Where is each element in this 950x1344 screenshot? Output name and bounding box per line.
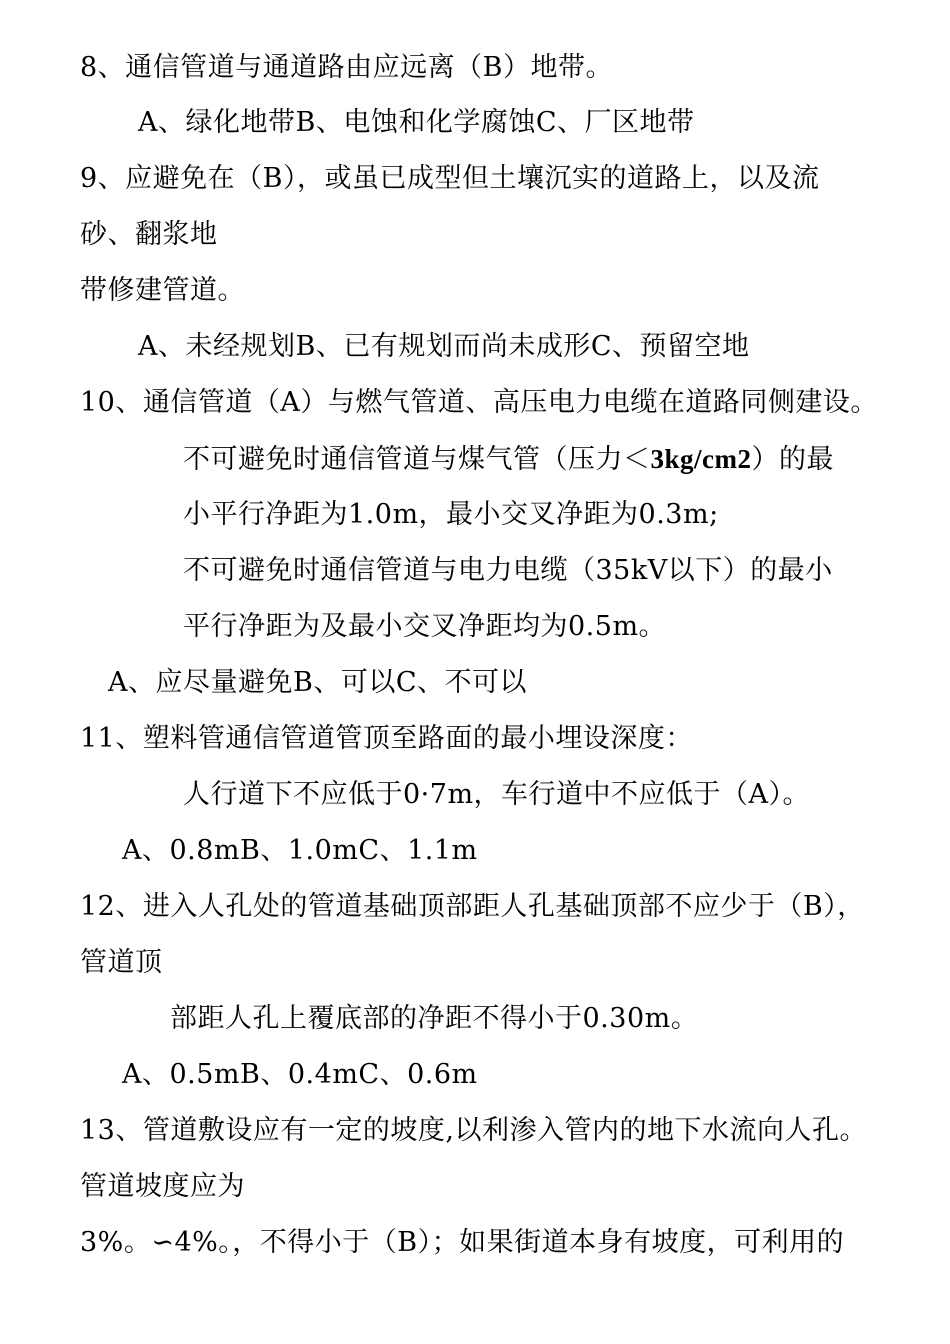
question-12-text-line2: 管道顶 [80,947,163,978]
question-9-text-line3: 带修建管道。 [80,275,245,306]
question-8-text: 8、通信管道与通道路由应远离（B）地带。 [80,52,614,83]
pressure-value: 3kg/cm2 [650,444,752,474]
question-11-options: A、0.8mB、1.0mC、1.1m [122,835,478,866]
question-9-text-line1: 9、应避免在（B），或虽已成型但土壤沉实的道路上，以及流 [80,163,820,194]
question-11-detail: 人行道下不应低于0·7m，车行道中不应低于（A）。 [183,779,811,810]
question-10-options: A、应尽量避免B、可以C、不可以 [108,667,527,698]
question-10-note-line2: 小平行净距为1.0m，最小交叉净距为0.3m; [183,499,719,530]
question-8-options: A、绿化地带B、电蚀和化学腐蚀C、厂区地带 [138,107,695,138]
question-10-text: 10、通信管道（A）与燃气管道、高压电力电缆在道路同侧建设。 [80,387,878,418]
question-10-note-line4: 平行净距为及最小交叉净距均为0.5m。 [183,611,667,642]
question-11-text: 11、塑料管通信管道管顶至路面的最小埋设深度： [80,723,693,754]
question-10-note-line3: 不可避免时通信管道与电力电缆（35kV以下）的最小 [183,555,833,586]
question-12-options: A、0.5mB、0.4mC、0.6m [122,1059,478,1090]
note-text-post: ）的最 [751,444,834,475]
question-12-text-line3: 部距人孔上覆底部的净距不得小于0.30m。 [170,1003,699,1034]
question-13-text-line1: 13、管道敷设应有一定的坡度,以利渗入管内的地下水流向人孔。 [80,1115,867,1146]
question-13-text-line3: 3%。∽4%。，不得小于（B）；如果街道本身有坡度，可利用的 [80,1227,845,1258]
question-9-options: A、未经规划B、已有规划而尚未成形C、预留空地 [138,331,750,362]
question-10-note-line1 [183,441,834,478]
note-text-pre: 不可避免时通信管道与煤气管（压力＜ [183,444,651,475]
question-12-text-line1: 12、进入人孔处的管道基础顶部距人孔基础顶部不应少于（B）， [80,891,865,922]
question-13-text-line2: 管道坡度应为 [80,1171,245,1202]
question-9-text-line2: 砂、翻浆地 [80,219,218,250]
